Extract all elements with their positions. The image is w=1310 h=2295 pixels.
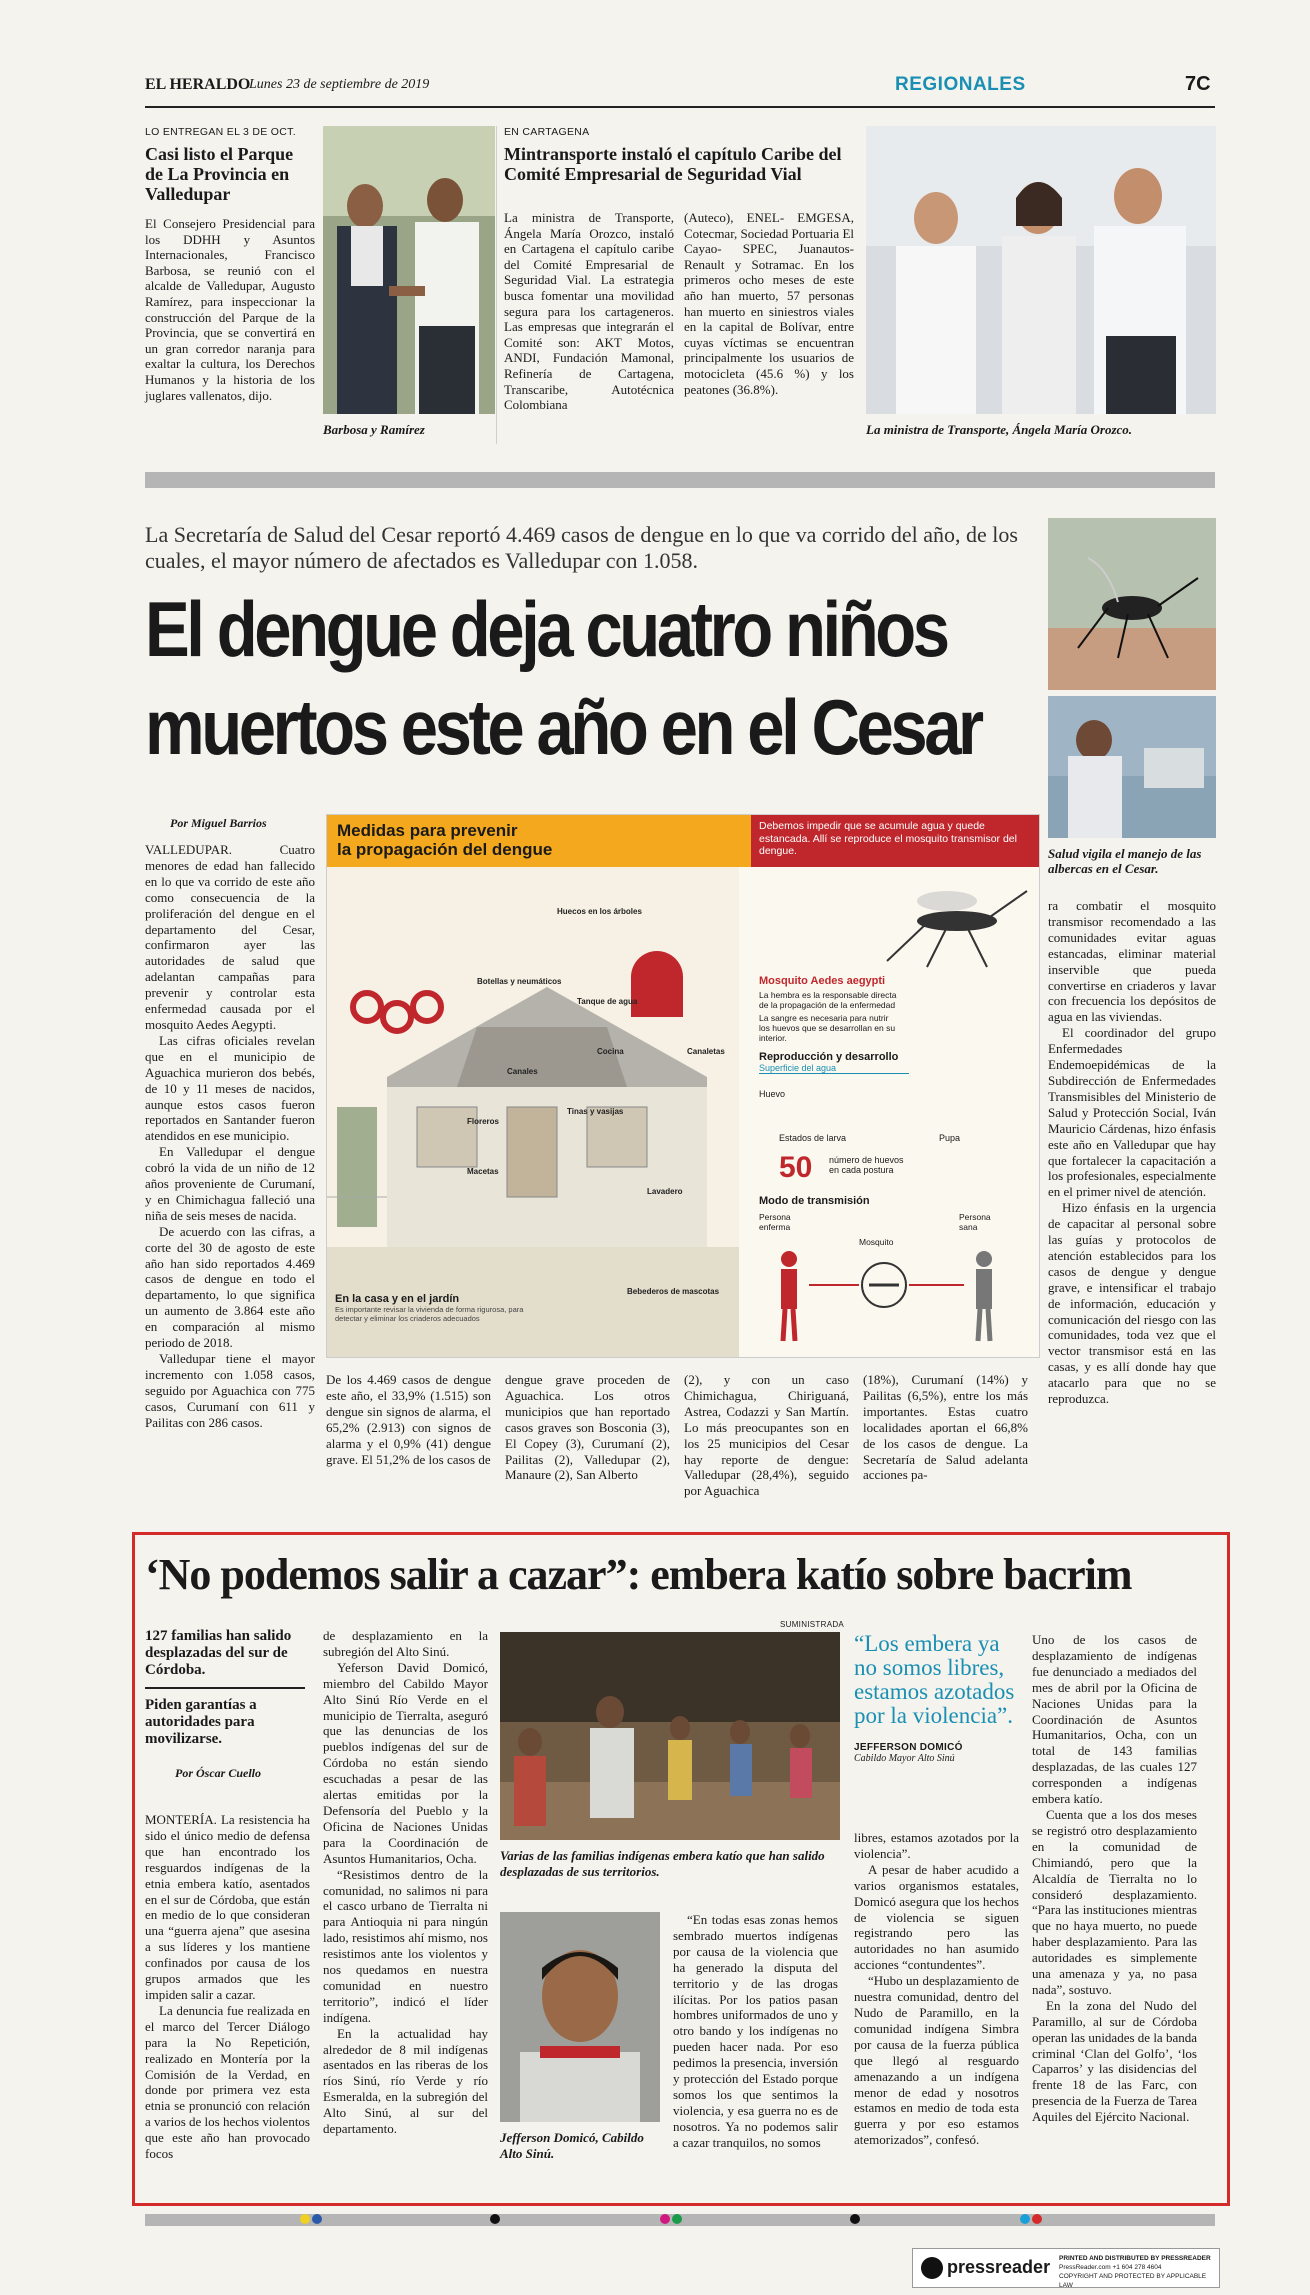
transmission-title: Modo de transmisión (759, 1195, 870, 1207)
newspaper-name: EL HERALDO (145, 76, 251, 93)
embera-col3: “En todas esas zonas hemos sembrado muertos indígenas por causa de la violencia que ha generado la disputa del territorio y de las drogas ilícitas. Por los patios pasan hombres uniformados de uno y otro bando y los indígenas no pueden hacer nada. Por eso pedimos la presencia, inversión y protección del Estado porque somos los que sentimos la violencia, y esa guerra no es de nosotros. Ya no podemos salir a cazar tranquilos, no somos (673, 1912, 838, 2150)
headline-line-2: muertos este año en el Cesar (145, 683, 981, 771)
eggs-number: 50 (779, 1151, 813, 1184)
casa-text: Es importante revisar la vivienda de forma rigurosa, para detectar y eliminar los criaderos adecuados (335, 1305, 524, 1323)
reg-dot-black (850, 2214, 860, 2224)
dengue-infographic (326, 814, 1040, 1358)
reg-dot-blue (312, 2214, 322, 2224)
section-separator (145, 472, 1215, 488)
reg-dot-black (490, 2214, 500, 2224)
label-canales: Canales (507, 1067, 538, 1076)
label-tinas: Tinas y vasijas (567, 1107, 624, 1116)
water-surface: Superficie del agua (759, 1063, 909, 1074)
infographic-title-2: la propagación del dengue (337, 840, 553, 859)
reg-dot-magenta (660, 2214, 670, 2224)
portrait-caption: Jefferson Domicó, Cabildo Alto Sinú. (500, 2130, 644, 2161)
story-parque (145, 126, 315, 403)
reg-dot-yellow (300, 2214, 310, 2224)
repro-section (759, 1051, 1029, 1191)
casa-title: En la casa y en el jardín (335, 1293, 460, 1305)
quote-text: “Los embera ya no somos libres, estamos azotados por la violencia”. (854, 1631, 1015, 1728)
pressreader-brand: pressreader (947, 2257, 1051, 2277)
pressreader-line2: PressReader.com +1 604 278 4604 (1059, 2264, 1162, 2271)
label-pupa: Pupa (939, 1133, 961, 1143)
label-tanque: Tanque de agua (577, 997, 638, 1006)
eggs-text: número de huevos en cada postura (829, 1155, 904, 1175)
quote-author: JEFFERSON DOMICÓ (854, 1742, 963, 1753)
label-macetas: Macetas (467, 1167, 499, 1176)
dengue-col-right: ra combatir el mosquito transmisor recomendado a las comunidades evitar aguas estancadas, eliminar material inservible que pueda convertirse en criaderos y lavar con frecuencia los depósitos de agua en las viviendas. El coordinador del grupo Enfermedades Endemoepidémicas de la Subdirección de Enfermedades Transmisibles del Ministerio de Salud y Protección Social, Iván Mauricio Cárdenas, hizo énfasis este año en Valledupar que hay que fortalecer la capacitación a los profesionales, especialmente en el primer nivel de atención. Hizo énfasis en la urgencia de capacitar al personal sobre las guías y protocolos de atención establecidos para los casos de dengue y dengue grave, e intensificar el trabajo de información, educación y comunicación del riesgo con las comunidades, toda vez que el vector transmisor está en las casas, y es allí donde hay que atacarlo para que no se reproduzca. (1048, 898, 1216, 1407)
label-cocina: Cocina (597, 1047, 624, 1056)
mosquito-photo (1048, 518, 1216, 690)
photo-alberca (1048, 696, 1216, 838)
story-title: Casi listo el Parque de La Provincia en Valledupar (145, 144, 294, 204)
photo-barbosa-ramirez (323, 126, 495, 414)
transmission-section (759, 1195, 1029, 1345)
photo-caption: Varias de las familias indígenas embera katío que han salido desplazadas de sus territorios. (500, 1848, 825, 1879)
label-bebederos: Bebederos de mascotas (627, 1287, 720, 1296)
story-kicker: LO ENTREGAN EL 3 DE OCT. (145, 126, 296, 138)
story-mintransporte (504, 126, 864, 184)
mosquito-section (759, 975, 1029, 1043)
photo-credit: SUMINISTRADA (780, 1620, 845, 1629)
pressreader-line3: COPYRIGHT AND PROTECTED BY APPLICABLE LAW (1059, 2273, 1207, 2289)
label-huevo: Huevo (759, 1089, 786, 1099)
dengue-headline (145, 580, 981, 776)
registration-marks (300, 2212, 1060, 2228)
dengue-col-b3: (2), y con un caso Chimichagua, Chiriguaná, Astrea, Codazzi y San Martín. Lo más preocupantes son en los 25 municipios del Cesar hay reporte de dengue: Valledupar (28,4%), seguido por Aguachica (684, 1372, 849, 1499)
label-canaletas: Canaletas (687, 1047, 725, 1056)
label-botellas: Botellas y neumáticos (477, 977, 562, 986)
pressreader-logo-icon (921, 2257, 943, 2279)
reg-dot-green (672, 2214, 682, 2224)
portrait-photo (500, 1912, 660, 2122)
story-body-col2: (Auteco), ENEL- EMGESA, Cotecmar, Sociedad Portuaria El Cayao- SPEC, Juanautos- Renault y Sotramac. En los primeros ocho meses de este año han muerto, 57 personas han muerto en siniestros viales en la capital de Bolívar, entre cuyas víctimas se encuentran principalmente los usuarios de motocicleta (45.6 %) y los peatones (36.8%). (684, 210, 854, 397)
side-photo-caption: Salud vigila el manejo de las albercas en el Cesar. (1048, 846, 1202, 876)
page-number: 7C (1185, 73, 1211, 95)
photo-mosquito (1048, 518, 1216, 690)
alberca-photo (1048, 696, 1216, 838)
header-rule (145, 106, 1215, 108)
section-name: REGIONALES (895, 74, 1026, 95)
infographic-title-1: Medidas para prevenir (337, 821, 518, 840)
mosquito-note: La hembra es la responsable directa de la propagación de la enfermedad (759, 990, 897, 1010)
page-header (145, 72, 1215, 102)
mosquito-note: La sangre es necesaria para nutrir los huevos que se desarrollan en su interior. (759, 1013, 896, 1043)
pressreader-line1: PRINTED AND DISTRIBUTED BY PRESSREADER (1059, 2255, 1211, 2262)
column-divider (496, 126, 497, 444)
story-body-col1: La ministra de Transporte, Ángela María Orozco, instaló en Cartagena el capítulo caribe del Comité Empresarial de Seguridad Vial. La estrategia busca fomentar una movilidad segura para los cartageneros. Las empresas que integrarán el Comité son: AKT Motos, ANDI, Fundación Mamonal, Refinería de Cartagena, Transcaribe, Autotécnica Colombiana (504, 210, 674, 413)
people-illustration (866, 126, 1216, 414)
label-larva: Estados de larva (779, 1133, 847, 1143)
story-title: Mintransporte instaló el capítulo Caribe del Comité Empresarial de Seguridad Vial (504, 144, 842, 184)
label-lavadero: Lavadero (647, 1187, 683, 1196)
quote-role: Cabildo Mayor Alto Sinú (854, 1753, 955, 1764)
reg-dot-red (1032, 2214, 1042, 2224)
dengue-col-b1: De los 4.469 casos de dengue este año, el 33,9% (1.515) son dengue sin signos de alarma, el 65,2% (2.913) con signos de alarma y el 0,9% (41) dengue grave. El 51,2% de los casos de (326, 1372, 491, 1467)
pressreader-info (1059, 2254, 1215, 2290)
people-illustration (323, 126, 495, 414)
repro-title: Reproducción y desarrollo (759, 1051, 899, 1063)
story-kicker: EN CARTAGENA (504, 126, 590, 138)
embera-col4: libres, estamos azotados por la violencia”. A pesar de haber acudido a varios organismos estatales, Domicó asegura que los hechos de violencia se siguen registrando pero las autoridades no han asumido acciones “contundentes”. “Hubo un desplazamiento de nuestra comunidad, dentro del Nudo de Paramillo, en la comunidad indígena Simbra por causa de la fuerza pública que llegó al resguardo amenazando a un indígena menor de edad y nosotros estamos en medio de toda esta guerra y por eso estamos atemorizados”, confesó. (854, 1830, 1019, 2148)
summary-1: 127 familias han salido desplazadas del sur de Córdoba. (145, 1628, 305, 1689)
label-huecos: Huecos en los árboles (557, 907, 642, 916)
families-photo (500, 1632, 840, 1840)
photo-caption: Barbosa y Ramírez (323, 422, 425, 437)
casa-section (335, 1293, 535, 1323)
photo-ministra (866, 126, 1216, 414)
transmission-diagram (759, 1245, 1029, 1345)
infographic-title-box (327, 815, 751, 867)
label-mosquito: Mosquito (859, 1237, 894, 1247)
infographic-warning: Debemos impedir que se acumule agua y quede estancada. Allí se reproduce el mosquito transmisor del dengue. (751, 815, 1039, 867)
mosquito-icon (867, 871, 1037, 971)
label-floreros: Floreros (467, 1117, 500, 1126)
embera-col1: MONTERÍA. La resistencia ha sido el único medio de defensa que han encontrado los resguardos indígenas de la etnia embera katío, asentados en el sur de Córdoba, que están en medio de lo que consideran una “guerra ajena” que asesina a sus líderes y los mantiene confinados por causa de los grupos armados que les impiden salir a cazar. La denuncia fue realizada en el marco del Tercer Diálogo para la No Repetición, realizado en Montería por la Comisión de la Verdad, en donde por primera vez esta etnia se pronunció con relación a varios de los hechos violentos que este año han provocado focos (145, 1812, 310, 2162)
dengue-col-b2: dengue grave proceden de Aguachica. Los otros municipios que han reportado casos graves son Bosconia (3), El Copey (3), Curumaní (2), Pailitas (2), Valledupar (2), Manaure (2), San Alberto (505, 1372, 670, 1483)
story-body: El Consejero Presidencial para los DDHH y Asuntos Internacionales, Francisco Barbosa, se reunió con el alcalde de Valledupar, Augusto Ramírez, para inspeccionar la construcción del Parque de la Provincia, que se convertirá en un gran corredor naranja para exaltar la cultura, los Derechos Humanos y la historia de los juglares vallenatos, dijo. (145, 216, 315, 403)
embera-col2: de desplazamiento en la subregión del Alto Sinú. Yeferson David Domicó, miembro del Cabildo Mayor Alto Sinú Río Verde en el municipio de Tierralta, aseguró que las denuncias de los pueblos indígenas del sur de Córdoba no están siendo escuchadas a pesar de las alertas emitidas por la Defensoría del Pueblo y la Oficina de Naciones Unidas para la Coordinación de Asuntos Humanitarios, Ocha. “Resistimos dentro de la comunidad, no salimos ni para el casco urbano de Tierralta ni para Antioquia ni para ningún lado, resistimos ahí mismo, nos resistimos ante los violentos y nos quedamos en nuestra comunidad en nuestro territorio”, indicó el líder indígena. En la actualidad hay alrededor de 8 mil indígenas asentados en las riberas de los ríos Sinú, río Verde y río Esmeralda, en la subregión del Alto Sinú, al sur del departamento. (323, 1628, 488, 2137)
photo-caption: La ministra de Transporte, Ángela María Orozco. (866, 422, 1133, 437)
embera-col5: Uno de los casos de desplazamiento de indígenas fue denunciado a mediados del mes de abril por la Oficina de Naciones Unidas para la Coordinación de Asuntos Humanitarios, Ocha, con un total de 143 familias desplazadas, de las cuales 127 corresponden a indígenas embera katío. Cuenta que a los dos meses se registró otro desplazamiento en la comunidad de Chimiandó, pero que la Alcaldía de Tierralta no lo consideró desplazamiento. “Para las instituciones mientras que no haya muerto, no puede haber desplazamiento. Para las autoridades es simplemente una amenaza y ya, no pasa nada”, sostuvo. En la zona del Nudo del Paramillo, al sur de Córdoba operan las unidades de la banda criminal ‘Clan del Golfo’, ‘los Caparros’ y las disidencias del frente 18 de las Farc, con presencia de la Fuerza de Tarea Aquiles del Ejército Nacional. (1032, 1632, 1197, 2125)
reg-dot-cyan (1020, 2214, 1030, 2224)
label-sick: Persona enferma (759, 1212, 791, 1232)
dengue-col-left: VALLEDUPAR. Cuatro menores de edad han fallecido en lo que va corrido de este año como consecuencia de la proliferación del dengue en el departamento del Cesar, confirmaron ayer las autoridades de salud que adelantan campañas para prevenir y controlar esta enfermedad causada por el mosquito Aedes Aegypti. Las cifras oficiales revelan que en el municipio de Aguachica murieron dos bebés, de 10 y 11 meses de nacidos, aunque estos casos fueron reportados en Santander fueron atendidos en ese municipio. En Valledupar el dengue cobró la vida de un niño de 12 años proveniente de Curumaní, y en Chimichagua falleció una niña de seis meses de nacida. De acuerdo con las cifras, a corte del 30 de agosto de este año han sido reportados 4.469 casos de dengue en todo el departamento, lo que significa un aumento de 3.864 este año en comparación al mismo periodo de 2018. Valledupar tiene el mayor incremento con 1.058 casos, seguido por Aguachica con 775 casos, Curumaní con 611 y Pailitas con 286 casos. (145, 842, 315, 1430)
issue-date: Lunes 23 de septiembre de 2019 (249, 77, 430, 92)
embera-byline: Por Óscar Cuello (175, 1766, 262, 1780)
dengue-byline: Por Miguel Barrios (170, 816, 267, 830)
mosquito-title: Mosquito Aedes aegypti (759, 975, 886, 987)
headline-line-1: El dengue deja cuatro niños (145, 585, 947, 673)
photo-jefferson (500, 1912, 660, 2122)
pressreader-badge (912, 2248, 1220, 2288)
pull-quote (854, 1632, 1019, 1764)
house-labels (327, 867, 739, 1357)
embera-headline: ‘No podemos salir a cazar”: embera katío sobre bacrim (145, 1550, 1132, 1599)
dengue-col-b4: (18%), Curumaní (14%) y Pailitas (6,5%), entre los más importantes. Estas cuatro localidades aportan el 66,8% de los casos de dengue. La Secretaría de Salud adelanta acciones pa- (863, 1372, 1028, 1483)
embera-sidebar (145, 1628, 305, 1781)
photo-familias (500, 1632, 840, 1840)
label-healthy: Persona sana (959, 1212, 991, 1232)
dengue-deck: La Secretaría de Salud del Cesar reportó 4.469 casos de dengue en lo que va corrido del año, de los cuales, el mayor número de afectados es Valledupar con 1.058. (145, 522, 1018, 573)
summary-2: Piden garantías a autoridades para movilizarse. (145, 1697, 257, 1747)
